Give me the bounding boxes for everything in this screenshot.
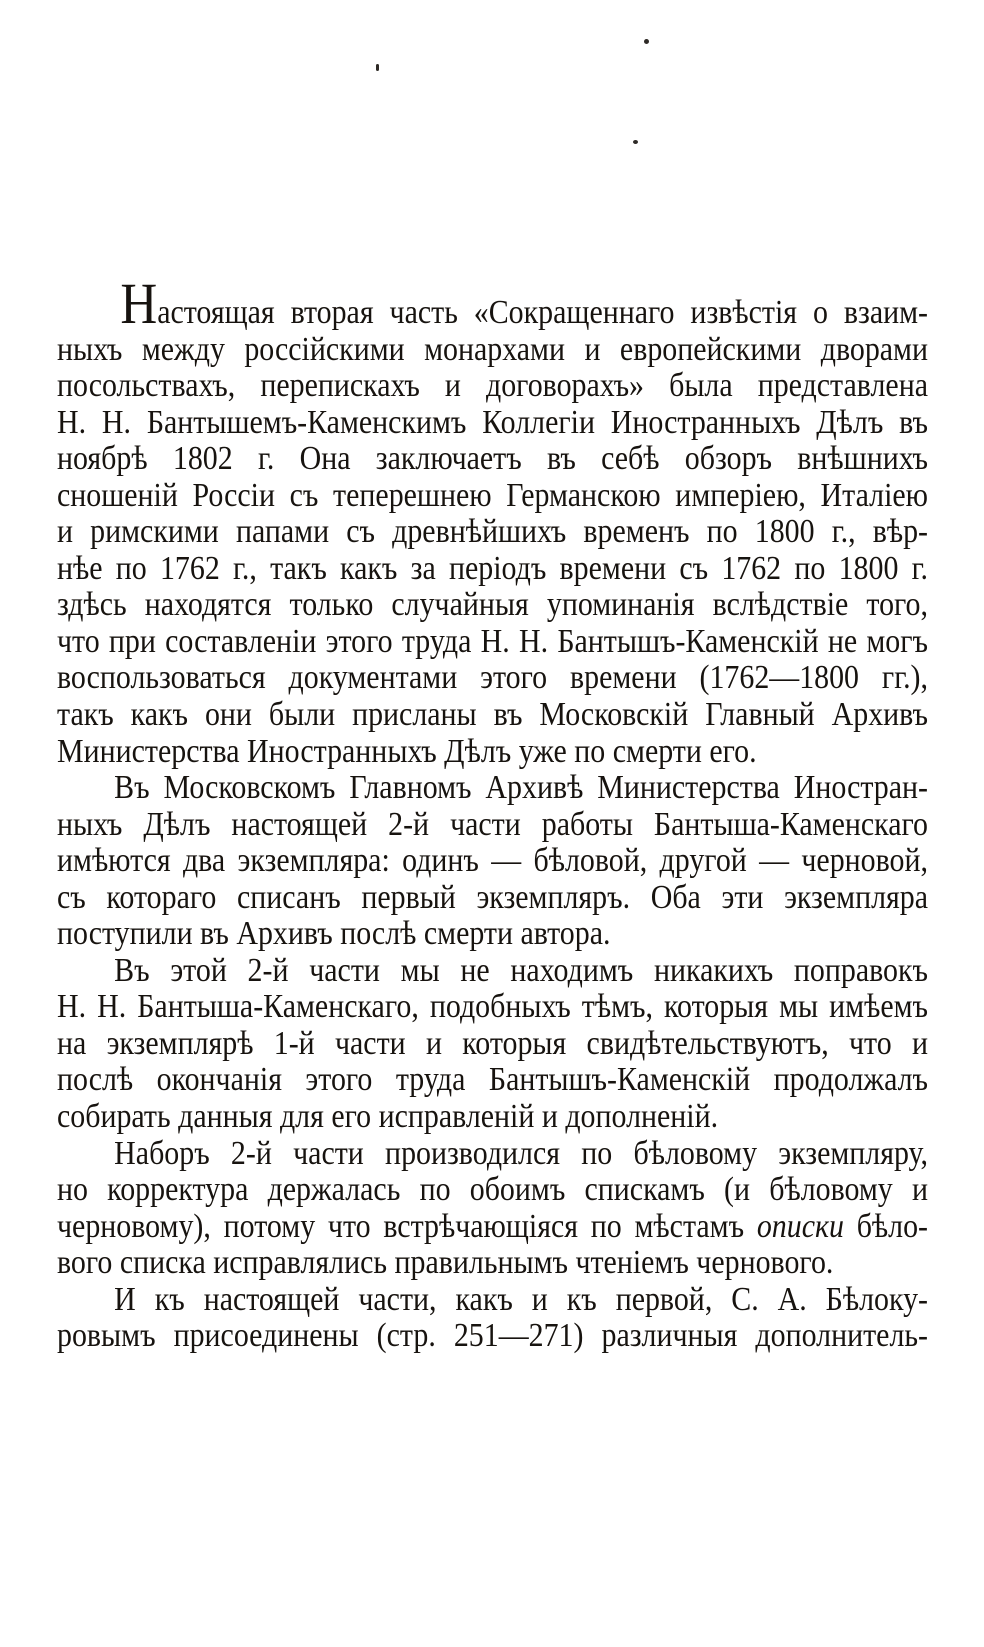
text-line: сношеній Россіи съ теперешнею Германскою имперіею, Италіею <box>57 476 929 514</box>
text-line: собирать данныя для его исправленій и дополненій. <box>57 1098 719 1136</box>
text-line <box>57 1209 928 1246</box>
text-line: И къ настоящей части, какъ и къ первой, С. А. Бѣлоку- <box>114 1280 929 1318</box>
line-text: астоящая вторая часть «Сокращеннаго извѣстія о взаим- <box>157 294 929 331</box>
text-line: ныхъ между россійскими монархами и европейскими дворами <box>57 330 929 368</box>
text-line: Министерства Иностранныхъ Дѣлъ уже по смерти его. <box>57 732 757 770</box>
text-line: Н. Н. Бантышемъ-Каменскимъ Коллегіи Иностранныхъ Дѣлъ въ <box>57 403 929 441</box>
text-line: такъ какъ они были присланы въ Московскій Главный Архивъ <box>57 696 929 734</box>
text-line: Въ этой 2-й части мы не находимъ никакихъ поправокъ <box>114 951 929 989</box>
text-line: нѣе по 1762 г., такъ какъ за періодъ времени съ 1762 по 1800 г. <box>57 549 929 587</box>
paragraph-1 <box>57 271 929 770</box>
text-line: ровымъ присоединены (стр. 251—271) различныя дополнитель- <box>57 1317 929 1355</box>
paragraph-3 <box>57 953 928 1136</box>
text-line: Наборъ 2-й части производился по бѣловому экземпляру, <box>114 1134 929 1172</box>
initial-capital: Н <box>120 271 158 336</box>
text-line: ныхъ Дѣлъ настоящей 2-й части работы Бантыша-Каменскаго <box>57 805 929 843</box>
scan-speck <box>633 140 638 144</box>
text-line: на экземплярѣ 1-й части и которыя свидѣтельствуютъ, что и <box>57 1024 929 1062</box>
text-line: и римскими папами съ древнѣйшихъ временъ по 1800 г., вѣр- <box>57 513 929 551</box>
line-text: черновому), потому что встрѣчающіяся по мѣстамъ <box>57 1207 745 1245</box>
italic-word: описки <box>756 1207 844 1245</box>
paragraph-2 <box>57 770 928 953</box>
text-line: но корректура держалась по обоимъ спискамъ (и бѣловому и <box>57 1171 929 1209</box>
text-line <box>57 271 929 336</box>
text-line: Въ Московскомъ Главномъ Архивѣ Министерства Иностран- <box>114 769 929 807</box>
text-line: что при составленіи этого труда Н. Н. Бантышъ-Каменскій не могъ <box>57 622 929 660</box>
text-line: поступили въ Архивъ послѣ смерти автора. <box>57 915 611 953</box>
text-line: имѣются два экземпляра: одинъ — бѣловой, другой — черновой, <box>57 842 929 880</box>
text-line: вого списка исправлялись правильнымъ чтеніемъ чернового. <box>57 1244 834 1282</box>
text-line: ноябрѣ 1802 г. Она заключаетъ въ себѣ обзоръ внѣшнихъ <box>57 440 929 478</box>
text-line: здѣсь находятся только случайныя упоминанія вслѣдствіе того, <box>57 586 929 624</box>
text-block <box>57 271 929 1355</box>
text-line: посольствахъ, перепискахъ и договорахъ» была представлена <box>57 367 929 405</box>
paragraph-4 <box>57 1136 928 1282</box>
paragraph-5 <box>57 1282 928 1355</box>
text-line: послѣ окончанія этого труда Бантышъ-Каменскій продолжалъ <box>57 1061 929 1099</box>
text-line: воспользоваться документами этого времени (1762—1800 гг.), <box>57 659 929 697</box>
text-line: съ котораго списанъ первый экземпляръ. Оба эти экземпляра <box>57 878 929 916</box>
line-text: бѣло- <box>856 1207 929 1245</box>
scan-speck <box>644 39 649 44</box>
text-line: Н. Н. Бантыша-Каменскаго, подобныхъ тѣмъ, которыя мы имѣемъ <box>57 988 929 1026</box>
scan-speck <box>376 64 379 71</box>
